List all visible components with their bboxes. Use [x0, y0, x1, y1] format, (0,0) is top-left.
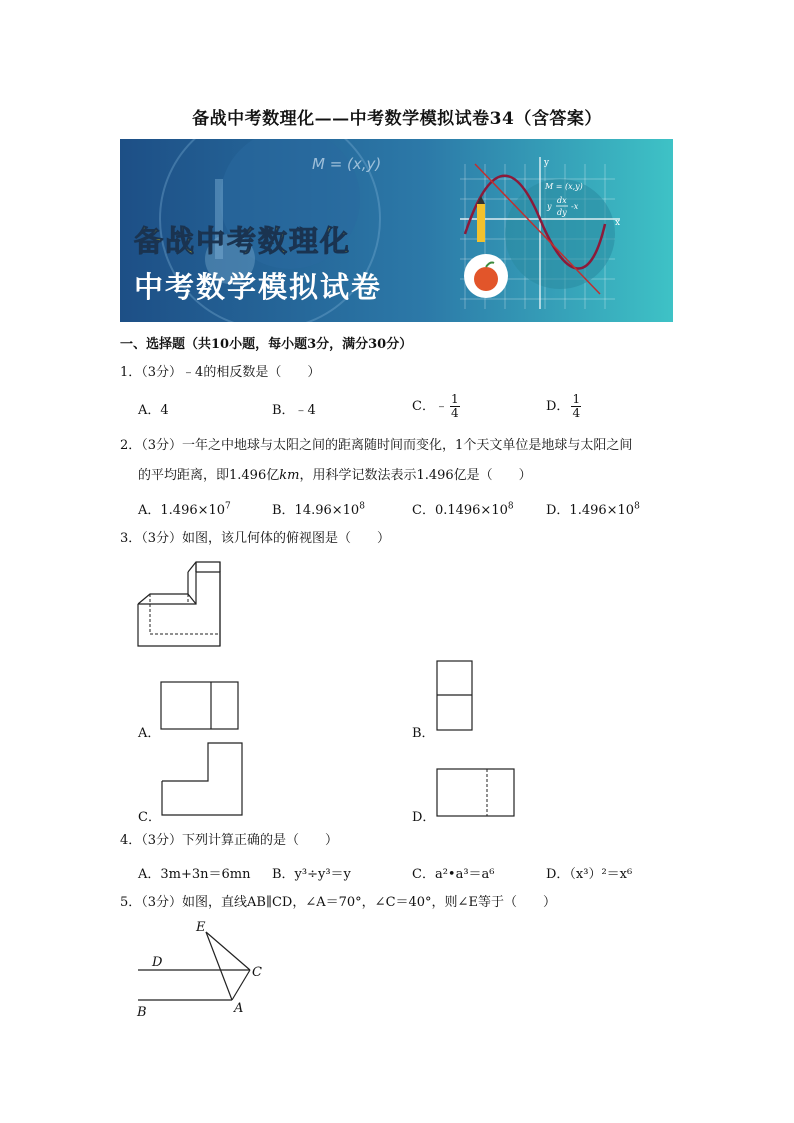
- banner-line1: 备战中考数理化: [134, 224, 352, 258]
- q3-option-b-label: B．: [412, 726, 435, 741]
- point-b-label: B: [137, 1005, 147, 1020]
- q1-stem: 1．（3分）﹣4的相反数是（ ）: [120, 365, 321, 380]
- formula-m-left: M = (x,y): [312, 155, 382, 173]
- q3-option-c-label: C．: [138, 810, 161, 825]
- q2-option-c: C．$0.1496\times 10^8$: [412, 501, 514, 518]
- q3-option-a-label: A．: [138, 726, 161, 741]
- q4-option-a: A．3m+3n＝6mn: [138, 867, 251, 882]
- q1-option-d-fraction: $\frac{1}{4}$: [572, 392, 581, 420]
- q2-option-a: A．$1.496\times 10^7$: [138, 501, 231, 518]
- q2-stem-line2: 的平均距离，即1.496亿km，用科学记数法表示1.496亿是（ ）: [138, 468, 532, 483]
- formula-dx: dx: [557, 196, 567, 205]
- point-d-label: D: [152, 955, 163, 970]
- q1-option-d-prefix: D．: [546, 399, 570, 414]
- q2-option-d: D．$1.496\times 10^8$: [546, 501, 640, 518]
- q5-stem: 5．（3分）如图，直线AB∥CD，∠A＝70°，∠C＝40°，则∠E等于（ ）: [120, 895, 556, 910]
- point-e-label: E: [196, 920, 206, 935]
- formula-x: -x: [571, 202, 579, 211]
- q4-option-c: C．a²•a³＝a⁶: [412, 867, 495, 882]
- formula-y: y: [547, 202, 552, 211]
- q3-option-a-figure: [160, 681, 240, 731]
- apple-icon: [474, 267, 498, 291]
- q4-option-b: B．y³÷y³＝y: [272, 867, 351, 882]
- q3-stem: 3．（3分）如图，该几何体的俯视图是（ ）: [120, 531, 391, 546]
- pencil-icon: [477, 204, 485, 242]
- formula-dy: dy: [557, 208, 567, 217]
- q1-option-c-fraction: $\frac{1}{4}$: [450, 392, 459, 420]
- point-c-label: C: [252, 965, 262, 980]
- axis-y-label: y: [544, 158, 550, 168]
- q2-option-b: B．$14.96\times 10^8$: [272, 501, 365, 518]
- q4-option-d: D．（x³）²＝x⁶: [546, 867, 633, 882]
- section-heading: 一、选择题（共10小题，每小题3分，满分30分）: [120, 337, 413, 352]
- q3-option-b-figure: [436, 660, 474, 732]
- q3-option-c-figure: [160, 741, 244, 817]
- q1-option-c: [412, 393, 460, 420]
- banner-line2: 中考数学模拟试卷: [134, 270, 383, 304]
- banner-image: [120, 139, 673, 322]
- q1-option-d: [546, 393, 581, 420]
- axis-x-label: x: [615, 218, 621, 228]
- page-title: 备战中考数理化——中考数学模拟试卷34（含答案）: [192, 109, 602, 129]
- q5-figure: [132, 918, 272, 1022]
- q1-option-b: B．﹣4: [272, 403, 316, 418]
- q1-option-a: A．4: [138, 403, 169, 418]
- q3-option-d-label: D．: [412, 810, 436, 825]
- q3-option-d-figure: [436, 768, 516, 818]
- banner-graphic: [120, 139, 673, 322]
- q1-option-c-prefix: C．﹣: [412, 399, 448, 414]
- q4-stem: 4．（3分）下列计算正确的是（ ）: [120, 833, 339, 848]
- point-a-label: A: [234, 1001, 244, 1016]
- q2-stem-line1: 2．（3分）一年之中地球与太阳之间的距离随时间而变化，1个天文单位是地球与太阳之间: [120, 438, 633, 453]
- formula-m: M = (x,y): [545, 182, 583, 191]
- q3-solid-figure: [130, 558, 230, 650]
